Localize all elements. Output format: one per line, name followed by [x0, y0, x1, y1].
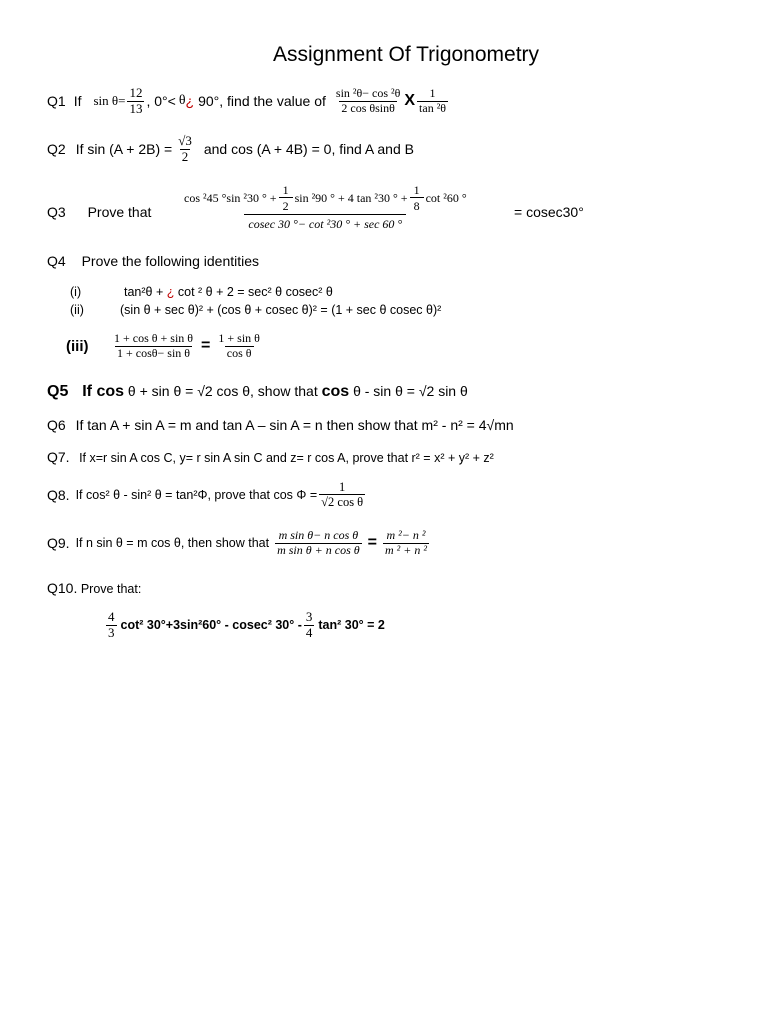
q9-lhs-den: m sin θ + n cos θ [277, 542, 360, 557]
q1-expression [334, 87, 402, 116]
q5-text-b: θ - sin θ = √2 sin θ [353, 383, 468, 399]
q10-expression [104, 610, 385, 641]
q8-fraction [319, 480, 365, 510]
page-title: Assignment Of Trigonometry [272, 43, 540, 66]
q1-range-b: 90°, find the value of [198, 93, 326, 110]
q3-numerator [180, 184, 471, 214]
q1-expression-2 [417, 87, 448, 116]
q10-frac-1 [106, 610, 117, 641]
q4-i-lt-glyph: ¿ [166, 285, 175, 299]
q4-iii-rhs [216, 332, 262, 361]
question-9 [47, 529, 431, 558]
question-1 [47, 86, 450, 117]
q5-text-a: θ + sin θ = √2 cos θ, show that [127, 383, 318, 399]
q4-iii-label: (iii) [66, 337, 89, 355]
q3-eighth-num: 1 [413, 183, 420, 197]
q2-frac-den: 2 [181, 148, 189, 164]
q1-times: X [404, 92, 416, 110]
q6-label: Q6 [47, 417, 66, 433]
q1-label: Q1 [47, 93, 66, 110]
q4-part-iii [66, 332, 264, 361]
q5-cos: cos [321, 383, 350, 400]
q5-if-cos: If cos [82, 383, 125, 400]
q8-text: If cos² θ - sin² θ = tan²Φ, prove that cos Φ = [75, 487, 318, 502]
q2-frac-num: √3 [178, 133, 192, 148]
q9-lhs [275, 529, 362, 558]
q1-expr-den: 2 cos θsinθ [341, 100, 395, 115]
q9-rhs-num: m ²− n ² [386, 528, 426, 542]
q1-frac-num: 12 [129, 85, 143, 100]
q8-frac-den: √2 cos θ [321, 495, 364, 510]
q5-label: Q5 [47, 383, 69, 400]
q4-iii-rhs-den: cos θ [226, 345, 252, 360]
q3-fraction [180, 184, 471, 232]
q10-f2-num: 3 [305, 609, 313, 624]
question-4 [47, 253, 259, 269]
q2-label: Q2 [47, 141, 66, 158]
q10-part-b: tan² 30° = 2 [318, 618, 385, 633]
q3-label: Q3 [47, 204, 66, 220]
q8-label: Q8. [47, 486, 70, 503]
q9-rhs-den: m ² + n ² [385, 542, 427, 557]
question-5 [47, 383, 468, 401]
q8-frac-num: 1 [339, 480, 346, 494]
q3-half-num: 1 [282, 183, 289, 197]
q3-eighth [410, 184, 424, 212]
q1-expr2-den: tan ²θ [419, 100, 447, 115]
q4-iii-lhs-num: 1 + cos θ + sin θ [114, 331, 194, 345]
q4-label: Q4 [47, 253, 66, 269]
q4-i-text-a: tan²θ + [124, 285, 164, 299]
q1-if: If [73, 93, 82, 110]
q1-frac-den: 13 [129, 100, 143, 116]
q6-text: If tan A + sin A = m and tan A – sin A = n then show that m² - n² = 4√mn [75, 417, 514, 433]
q10-frac-2 [304, 610, 315, 641]
q3-num-b: sin ²90 ° + 4 tan ²30 ° + [294, 190, 408, 205]
q3-eighth-den: 8 [410, 197, 424, 213]
q4-part-ii: (sin θ + sec θ)² + (cos θ + cosec θ)² = (1 + sec θ cosec θ)² [120, 303, 442, 317]
q10-part-a: cot² 30°+3sin²60° - cosec² 30° - [120, 618, 302, 633]
q9-text: If n sin θ = m cos θ, then show that [75, 536, 270, 551]
q10-f1-den: 3 [108, 624, 115, 640]
q7-label: Q7. [47, 449, 70, 465]
q4-iii-lhs-den: 1 + cosθ− sin θ [117, 345, 191, 360]
q9-rhs [383, 529, 429, 558]
q4-iii-rhs-num: 1 + sin θ [218, 331, 260, 345]
q4-i-text-b: cot ² θ + 2 = sec² θ cosec² θ [177, 285, 333, 299]
question-2 [47, 134, 414, 165]
question-10 [47, 581, 141, 596]
q9-eq: = [367, 534, 377, 552]
q1-lt-glyph: ¿ [185, 93, 195, 110]
q4-part-ii-label: (ii) [70, 303, 84, 317]
q1-eq: = [118, 93, 126, 109]
q2-text-a: If sin (A + 2B) = [75, 141, 173, 158]
q2-text-b: and cos (A + 4B) = 0, find A and B [203, 141, 414, 158]
q2-fraction [176, 134, 194, 165]
q3-half-den: 2 [279, 197, 293, 213]
q9-lhs-num: m sin θ− n cos θ [278, 528, 359, 542]
q9-label: Q9. [47, 535, 70, 552]
q4-part-i [124, 285, 333, 299]
q7-text: If x=r sin A cos C, y= r sin A sin C and z= r cos A, prove that r² = x² + y² + z² [79, 451, 494, 465]
q3-label-row [47, 204, 151, 220]
q3-num-a: cos ²45 °sin ²30 ° + [184, 190, 277, 205]
q4-iii-eq: = [201, 337, 211, 355]
q3-denominator: cosec 30 °− cot ²30 ° + sec 60 ° [244, 214, 406, 232]
q1-range-a: , 0°< [146, 93, 176, 110]
question-8 [47, 480, 367, 510]
q3-expression [180, 184, 471, 232]
question-6 [47, 417, 514, 433]
q10-label: Q10. [47, 580, 78, 596]
q10-f2-den: 4 [305, 624, 313, 640]
q1-sin-theta: sin θ [93, 93, 119, 109]
q4-text: Prove the following identities [81, 253, 260, 269]
q10-text: Prove that: [80, 582, 142, 596]
q3-prove: Prove that [87, 204, 152, 220]
q1-fraction [127, 86, 144, 117]
q4-iii-lhs [112, 332, 195, 361]
question-7 [47, 450, 494, 465]
q3-rhs: = cosec30° [514, 204, 584, 220]
q10-f1-num: 4 [108, 609, 115, 624]
q3-num-c: cot ²60 ° [425, 190, 467, 205]
q1-expr-num: sin ²θ− cos ²θ [335, 86, 401, 101]
q1-theta: θ [178, 93, 186, 109]
q1-expr2-num: 1 [429, 86, 436, 101]
q4-part-i-label: (i) [70, 285, 82, 299]
q3-half [279, 184, 293, 212]
